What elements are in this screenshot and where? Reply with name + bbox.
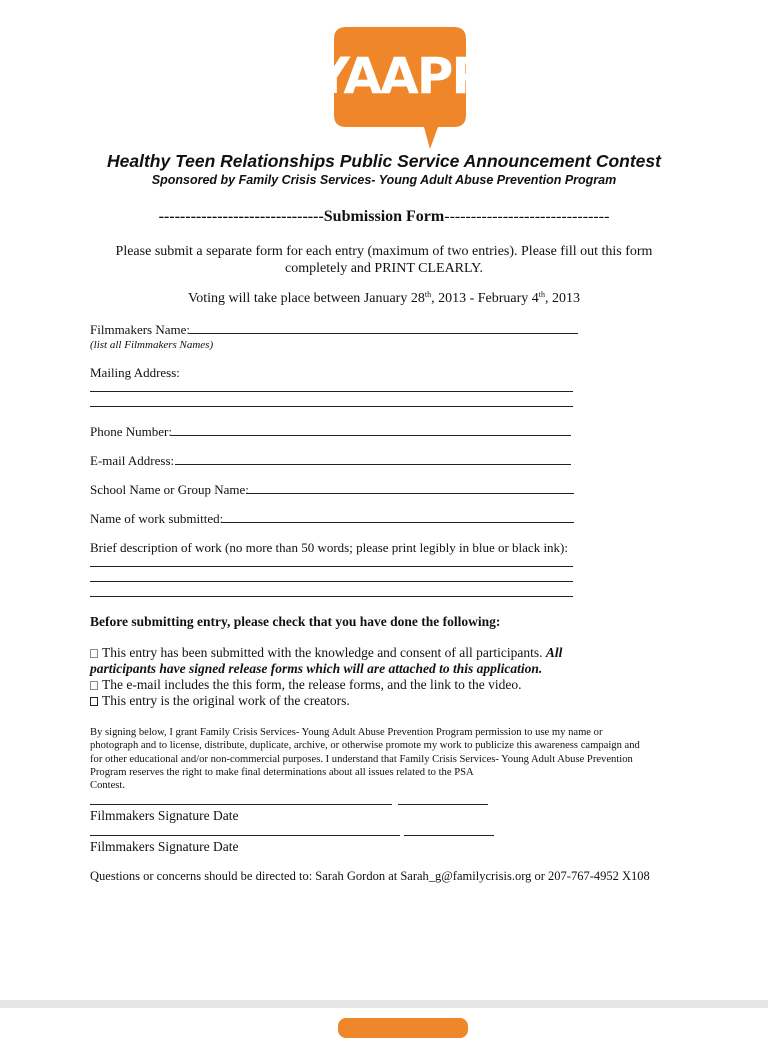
- description-field-line-3[interactable]: [90, 585, 573, 597]
- signature-label-1: Filmmakers Signature Date: [90, 808, 239, 823]
- form-heading: [0, 208, 768, 226]
- description-field-line-1[interactable]: [90, 555, 573, 567]
- phone-number-field[interactable]: [171, 424, 571, 436]
- filmmakers-name-label: Filmmakers Name:: [90, 322, 191, 337]
- form-heading-left-dashes: -------------------------------: [158, 208, 324, 225]
- instructions-line-2: completely and PRINT CLEARLY.: [285, 261, 483, 276]
- checklist-item-consent: This entry has been submitted with the knowledge and consent of all participants. All: [90, 645, 562, 661]
- consent-statement: By signing below, I grant Family Crisis Services- Young Adult Abuse Prevention Program permission to use my name or photograph and to license, distribute, duplicate, archive, or otherwise promote my work to publicize this awareness campaign and for other educational and/or non-commercial purposes. I understand that Family Crisis Services- Young Adult Abuse Prevention Program reserves the right to make final determinations about all issues related to the PSA Contest.: [90, 727, 640, 792]
- checkbox-consent[interactable]: [90, 649, 98, 658]
- filmmakers-name-hint: (list all Filmmakers Names): [90, 339, 214, 351]
- signature-label-2: Filmmakers Signature Date: [90, 839, 239, 854]
- instructions-line-1: Please submit a separate form for each entry (maximum of two entries). Please fill out this form: [115, 244, 653, 259]
- signature-date-line-2[interactable]: [404, 826, 494, 836]
- mailing-address-field-line-1[interactable]: [90, 380, 573, 392]
- filmmakers-name-field[interactable]: [189, 322, 578, 334]
- voting-dates: Voting will take place between January 28th, 2013 - February 4th, 2013: [187, 290, 581, 306]
- form-heading-right-dashes: -------------------------------: [444, 208, 610, 225]
- checklist-item-release-forms: participants have signed release forms which will are attached to this application.: [90, 661, 543, 676]
- contact-info: Questions or concerns should be directed to: Sarah Gordon at Sarah_g@familycrisis.org or 207-767-4952 X108: [90, 869, 650, 883]
- page-subtitle: Sponsored by Family Crisis Services- Young Adult Abuse Prevention Program: [151, 173, 617, 187]
- phone-number-label: Phone Number:: [90, 424, 172, 439]
- checklist-item-email: The e-mail includes the this form, the release forms, and the link to the video.: [90, 677, 522, 693]
- signature-line-1[interactable]: [90, 795, 392, 805]
- school-name-field[interactable]: [246, 482, 574, 494]
- logo-wordmark: YAAPP: [313, 47, 487, 105]
- next-page-edge: [0, 1008, 768, 1038]
- signature-date-line-1[interactable]: [398, 795, 488, 805]
- page-title: Healthy Teen Relationships Public Service Announcement Contest: [107, 151, 661, 171]
- checkbox-original[interactable]: [90, 697, 98, 706]
- form-heading-label: Submission Form: [323, 208, 445, 225]
- description-label: Brief description of work (no more than 50 words; please print legibly in blue or black ink):: [90, 540, 568, 555]
- work-name-field[interactable]: [221, 511, 574, 523]
- description-field-line-2[interactable]: [90, 570, 573, 582]
- checklist-heading: Before submitting entry, please check that you have done the following:: [90, 614, 501, 629]
- yaapp-logo: [313, 27, 487, 131]
- school-name-label: School Name or Group Name:: [90, 482, 249, 497]
- checklist-item-original: This entry is the original work of the creators.: [90, 693, 350, 709]
- signature-line-2[interactable]: [90, 826, 400, 836]
- mailing-address-label: Mailing Address:: [90, 365, 180, 380]
- next-page-logo: [338, 1018, 468, 1038]
- email-address-label: E-mail Address:: [90, 453, 175, 468]
- email-address-field[interactable]: [175, 453, 571, 465]
- mailing-address-field-line-2[interactable]: [90, 395, 573, 407]
- checkbox-email[interactable]: [90, 681, 98, 690]
- work-name-label: Name of work submitted:: [90, 511, 224, 526]
